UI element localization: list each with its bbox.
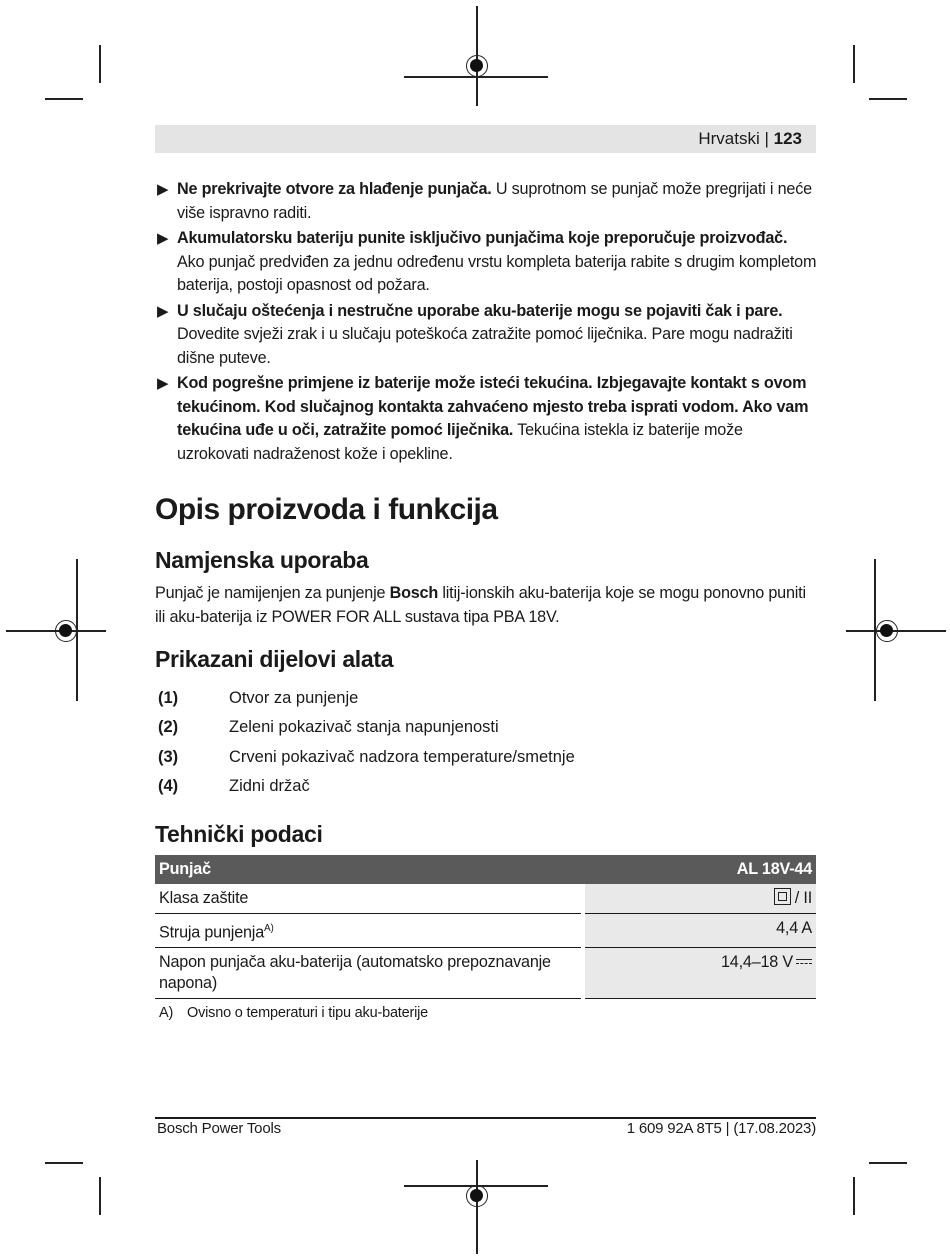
- crop-mark: [869, 98, 907, 100]
- bullet-triangle-icon: ▶: [157, 230, 169, 247]
- direct-current-icon: [796, 958, 812, 966]
- footer-doc-number: 1 609 92A 8T5 | (17.08.2023): [626, 1120, 816, 1137]
- safety-item-bold: Akumulatorsku bateriju punite isključivo punjačima koje preporučuje proizvođač.: [177, 229, 788, 247]
- part-number: (3): [158, 747, 179, 766]
- list-item: [158, 718, 758, 747]
- safety-item: [157, 227, 817, 298]
- table-cell-label: Klasa zaštite: [155, 884, 583, 914]
- section-title: Opis proizvoda i funkcija: [155, 493, 498, 526]
- tech-heading: Tehnički podaci: [155, 821, 323, 847]
- safety-item-bold: Kod pogrešne primjene iz baterije može isteći tekućina. Izbjegavajte kontakt s ovom tekućinom. Kod slučajnog kontakta zahvaćeno mjesto treba isprati vodom. Ako vam tekućina uđe u oči, zatražite pomoć liječnika.: [177, 374, 809, 439]
- part-label: Otvor za punjenje: [229, 689, 359, 707]
- list-item: [158, 689, 758, 718]
- part-number: (4): [158, 776, 179, 795]
- intended-use-text: [155, 582, 815, 629]
- table-cell-value: [583, 948, 816, 999]
- table-header-product: Punjač: [155, 855, 583, 884]
- label-text: Struja punjenja: [159, 923, 264, 942]
- table-cell-label: [155, 914, 583, 948]
- crop-mark: [45, 98, 83, 100]
- value-text: 14,4–18 V: [720, 953, 793, 972]
- crop-mark: [99, 1177, 101, 1215]
- safety-item: [157, 300, 817, 371]
- safety-list: [157, 178, 817, 468]
- safety-item-bold: U slučaju oštećenja i nestručne uporabe aku-baterije mogu se pojaviti čak i pare.: [177, 301, 783, 320]
- parts-list: [158, 689, 758, 806]
- part-label: Zidni držač: [229, 776, 310, 795]
- parts-heading: Prikazani dijelovi alata: [155, 646, 394, 672]
- intended-use-text-before: Punjač je namijenjen za punjenje: [155, 584, 390, 602]
- footnote-text: Ovisno o temperaturi i tipu aku-baterije: [187, 1005, 429, 1021]
- footer-divider: [155, 1117, 816, 1119]
- safety-item-text: Dovedite svježi zrak i u slučaju poteškoća zatražite pomoć liječnika. Pare mogu nadražiti dišne puteve.: [177, 325, 793, 367]
- table-header-row: [155, 855, 816, 884]
- crop-mark: [853, 1177, 855, 1215]
- table-cell-value: 4,4 A: [583, 914, 816, 948]
- registration-mark-icon: [466, 55, 488, 77]
- part-number: (2): [158, 718, 179, 737]
- brand-name: Bosch: [389, 584, 439, 602]
- list-item: [158, 777, 758, 806]
- safety-item-bold: Ne prekrivajte otvore za hlađenje punjača.: [177, 180, 492, 198]
- tech-data-table: [155, 855, 816, 999]
- table-row: [155, 914, 816, 948]
- bullet-triangle-icon: ▶: [157, 375, 169, 392]
- header-separator: |: [759, 129, 774, 148]
- table-cell-label: Napon punjača aku-baterija (automatsko prepoznavanje napona): [155, 948, 583, 999]
- table-header-model: AL 18V-44: [583, 855, 816, 884]
- part-label: Zeleni pokazivač stanja napunjenosti: [229, 718, 499, 737]
- safety-item-text: Ako punjač predviđen za jednu određenu vrstu kompleta baterija rabite s drugim kompletom baterija, postoji opasnost od požara.: [177, 252, 817, 294]
- safety-item: [157, 372, 817, 466]
- registration-mark-icon: [466, 1185, 488, 1207]
- crop-mark: [853, 45, 855, 83]
- safety-item-text: U suprotnom se punjač može pregrijati i neće više ispravno raditi.: [177, 180, 812, 222]
- crop-mark: [869, 1162, 907, 1164]
- footer-brand: Bosch Power Tools: [157, 1120, 281, 1137]
- crop-mark: [45, 1162, 83, 1164]
- crop-mark: [99, 45, 101, 83]
- bullet-triangle-icon: ▶: [157, 302, 169, 320]
- safety-item: [157, 178, 817, 225]
- footnote-ref: A): [264, 923, 274, 934]
- list-item: [158, 748, 758, 777]
- crop-mark: [476, 1160, 478, 1254]
- bullet-triangle-icon: ▶: [157, 181, 169, 198]
- table-row: [155, 948, 816, 999]
- value-text: / II: [794, 889, 812, 907]
- intended-use-text-after: litij-ionskih aku-baterija koje se mogu ponovno puniti ili aku-baterija iz POWER FOR ALL sustava tipa PBA 18V.: [155, 584, 806, 626]
- intended-use-heading: Namjenska uporaba: [155, 547, 369, 573]
- part-label: Crveni pokazivač nadzora temperature/smetnje: [229, 747, 575, 766]
- footnote-key: A): [159, 1005, 174, 1021]
- safety-item-text: Tekućina istekla iz baterije može uzrokovati nadraženost kože i opekline.: [177, 421, 743, 463]
- header-language: Hrvatski: [698, 129, 760, 148]
- page-header: [155, 125, 816, 153]
- registration-mark-icon: [55, 620, 77, 642]
- protection-class-ii-icon: [774, 888, 791, 905]
- page-number: 123: [773, 129, 802, 148]
- part-number: (1): [158, 689, 179, 707]
- table-row: [155, 884, 816, 914]
- table-cell-value: [583, 884, 816, 914]
- registration-mark-icon: [876, 620, 898, 642]
- header-text: [698, 129, 802, 149]
- table-footnote: [159, 1005, 428, 1021]
